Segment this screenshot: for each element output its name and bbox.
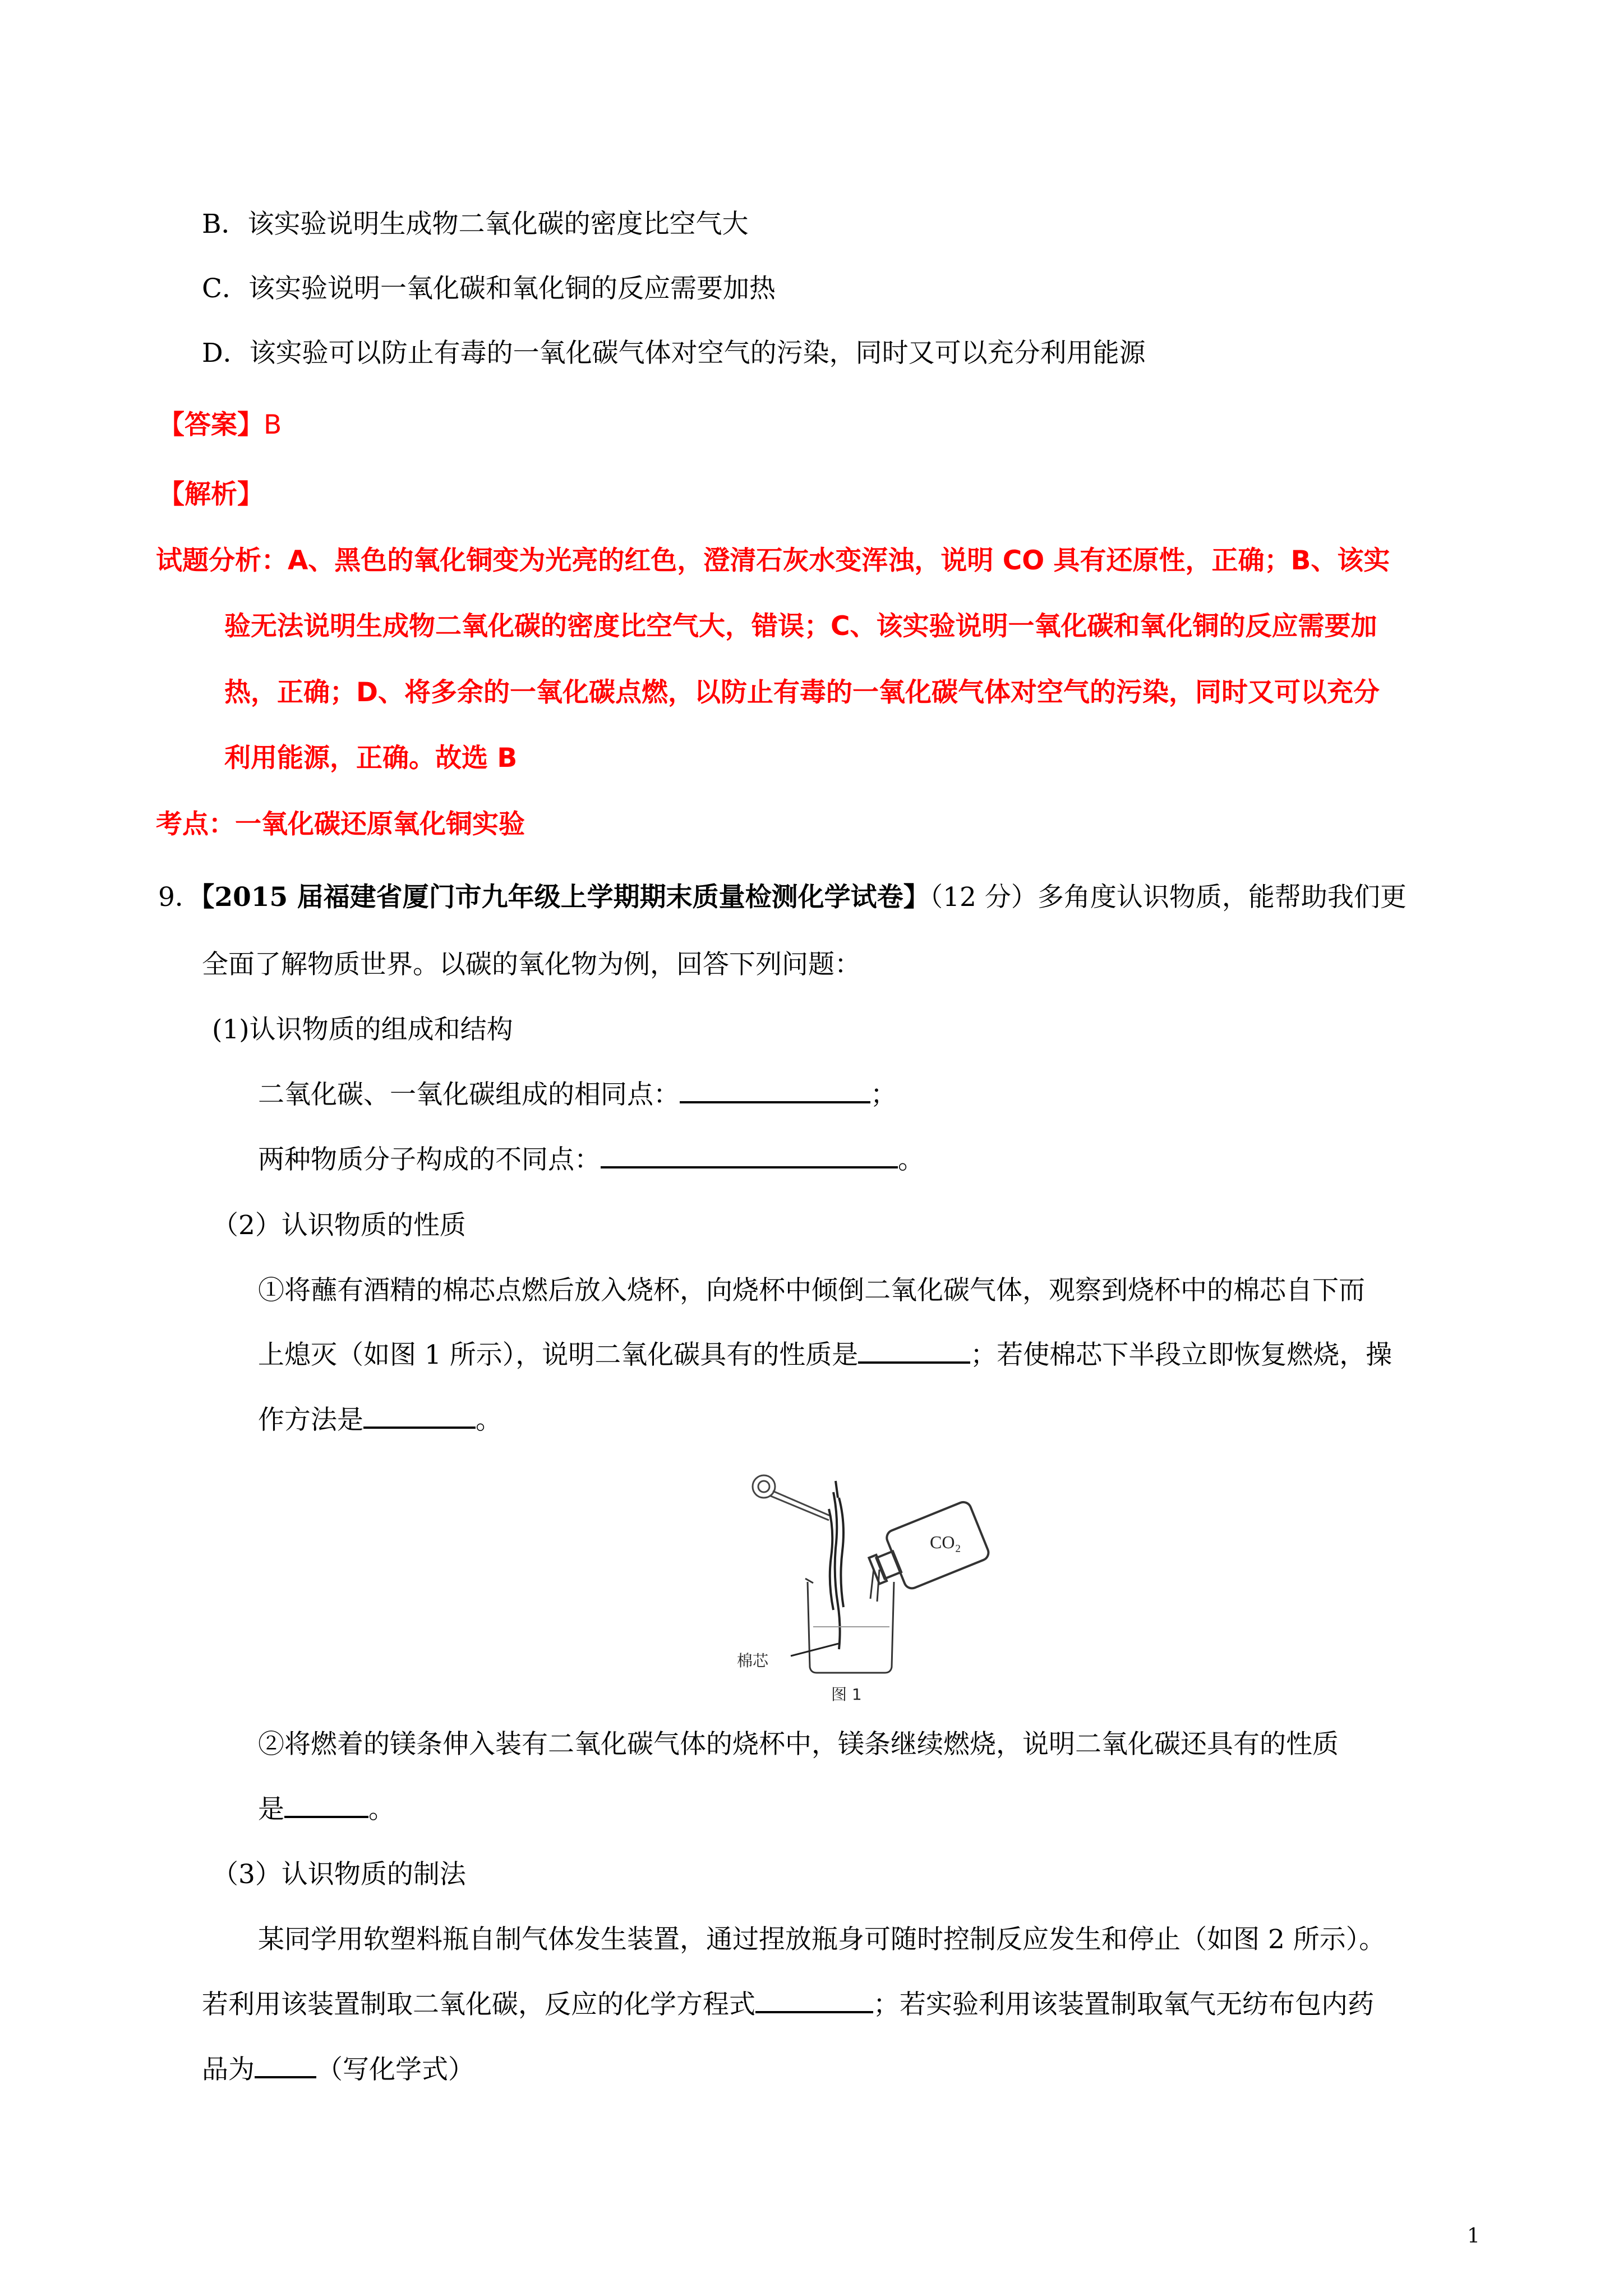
part1-q2-end: 。 <box>898 1144 924 1175</box>
part3-title: （3）认识物质的制法 <box>212 1859 466 1890</box>
part1-q1 <box>258 1078 897 1112</box>
option-c: C．该实验说明一氧化碳和氧化铜的反应需要加热 <box>202 273 776 304</box>
analysis-line-1: 试题分析：A、黑色的氧化铜变为光亮的红色，澄清石灰水变浑浊，说明 CO 具有还原性，正确；B、该实 <box>156 545 1390 576</box>
q9-source: 【2015 届福建省厦门市九年级上学期期末质量检测化学试卷】 <box>201 882 930 913</box>
part2-q1-text: 上熄灭（如图 1 所示），说明二氧化碳具有的性质是 <box>258 1340 859 1370</box>
co2-bottle-icon <box>863 1500 990 1600</box>
answer-blank[interactable] <box>284 1793 368 1818</box>
analysis-label: 【解析】 <box>158 479 264 510</box>
wick-label: 棉芯 <box>737 1651 769 1670</box>
figure-caption: 图 1 <box>831 1685 862 1704</box>
beaker-icon <box>805 1579 894 1673</box>
tongs-icon <box>753 1475 830 1520</box>
answer-blank[interactable] <box>858 1339 970 1364</box>
part2-q2-line2-text: 是 <box>258 1794 284 1825</box>
q9-intro-rest: （12 分）多角度认识物质，能帮助我们更 <box>929 882 1407 913</box>
part2-q1-line3 <box>258 1404 502 1437</box>
part2-q2-line2-end: 。 <box>368 1794 395 1825</box>
part1-q1-end: ； <box>870 1079 897 1110</box>
analysis-line-4: 利用能源，正确。故选 B <box>224 743 518 774</box>
part3-line1: 某同学用软塑料瓶自制气体发生装置，通过捏放瓶身可随时控制反应发生和停止（如图 2 所示）。 <box>258 1924 1386 1955</box>
co2-label: CO₂ <box>930 1532 961 1552</box>
answer-blank[interactable] <box>680 1079 870 1103</box>
part3-line3-text: 品为 <box>202 2054 255 2085</box>
part1-q1-text: 二氧化碳、一氧化碳组成的相同点： <box>258 1079 680 1110</box>
part2-q1-line2 <box>258 1338 1392 1372</box>
part2-q1-line1: ①将蘸有酒精的棉芯点燃后放入烧杯，向烧杯中倾倒二氧化碳气体，观察到烧杯中的棉芯自下而 <box>258 1275 1365 1306</box>
figure-1 <box>723 1458 993 1705</box>
answer-blank[interactable] <box>363 1404 476 1429</box>
part3-line2-text-b: ；若实验利用该装置制取氧气无纺布包内药 <box>873 1989 1374 2020</box>
part3-line3 <box>202 2053 474 2087</box>
part2-q1-line3-end: 。 <box>476 1405 502 1435</box>
answer-blank[interactable] <box>755 1989 873 2013</box>
part2-q1-text-b: ；若使棉芯下半段立即恢复燃烧，操 <box>970 1340 1393 1370</box>
q9-intro-line2: 全面了解物质世界。以碳的氧化物为例，回答下列问题： <box>202 949 861 980</box>
answer-line <box>158 408 282 442</box>
part3-line3-end: （写化学式） <box>316 2054 474 2085</box>
answer-label: 【答案】 <box>158 409 264 440</box>
part2-q2-line2 <box>258 1793 395 1826</box>
option-d: D．该实验可以防止有毒的一氧化碳气体对空气的污染，同时又可以充分利用能源 <box>202 338 1146 369</box>
part1-q2-text: 两种物质分子构成的不同点： <box>258 1144 601 1175</box>
q9-intro <box>158 881 1407 914</box>
answer-blank[interactable] <box>255 2054 316 2078</box>
wick-icon <box>829 1481 843 1649</box>
part3-line2-text: 若利用该装置制取二氧化碳，反应的化学方程式 <box>202 1989 755 2020</box>
answer-blank[interactable] <box>601 1144 898 1168</box>
part2-title: （2）认识物质的性质 <box>212 1210 466 1241</box>
part2-q2-line1: ②将燃着的镁条伸入装有二氧化碳气体的烧杯中，镁条继续燃烧，说明二氧化碳还具有的性质 <box>258 1729 1339 1760</box>
kaodian: 考点：一氧化碳还原氧化铜实验 <box>156 809 525 840</box>
page-number: 1 <box>1467 2225 1480 2248</box>
part3-line2 <box>202 1988 1374 2022</box>
analysis-line-2: 验无法说明生成物二氧化碳的密度比空气大，错误；C、该实验说明一氧化碳和氧化铜的反应需要加 <box>224 611 1377 642</box>
part2-q1-line3-text: 作方法是 <box>258 1405 363 1435</box>
analysis-line-3: 热，正确；D、将多余的一氧化碳点燃，以防止有毒的一氧化碳气体对空气的污染，同时又可以充分 <box>224 677 1380 708</box>
option-b: B．该实验说明生成物二氧化碳的密度比空气大 <box>202 209 749 240</box>
q9-number: 9． <box>158 882 201 913</box>
part1-q2 <box>258 1143 924 1177</box>
answer-value: B <box>264 409 282 440</box>
part1-title: (1)认识物质的组成和结构 <box>212 1014 513 1045</box>
